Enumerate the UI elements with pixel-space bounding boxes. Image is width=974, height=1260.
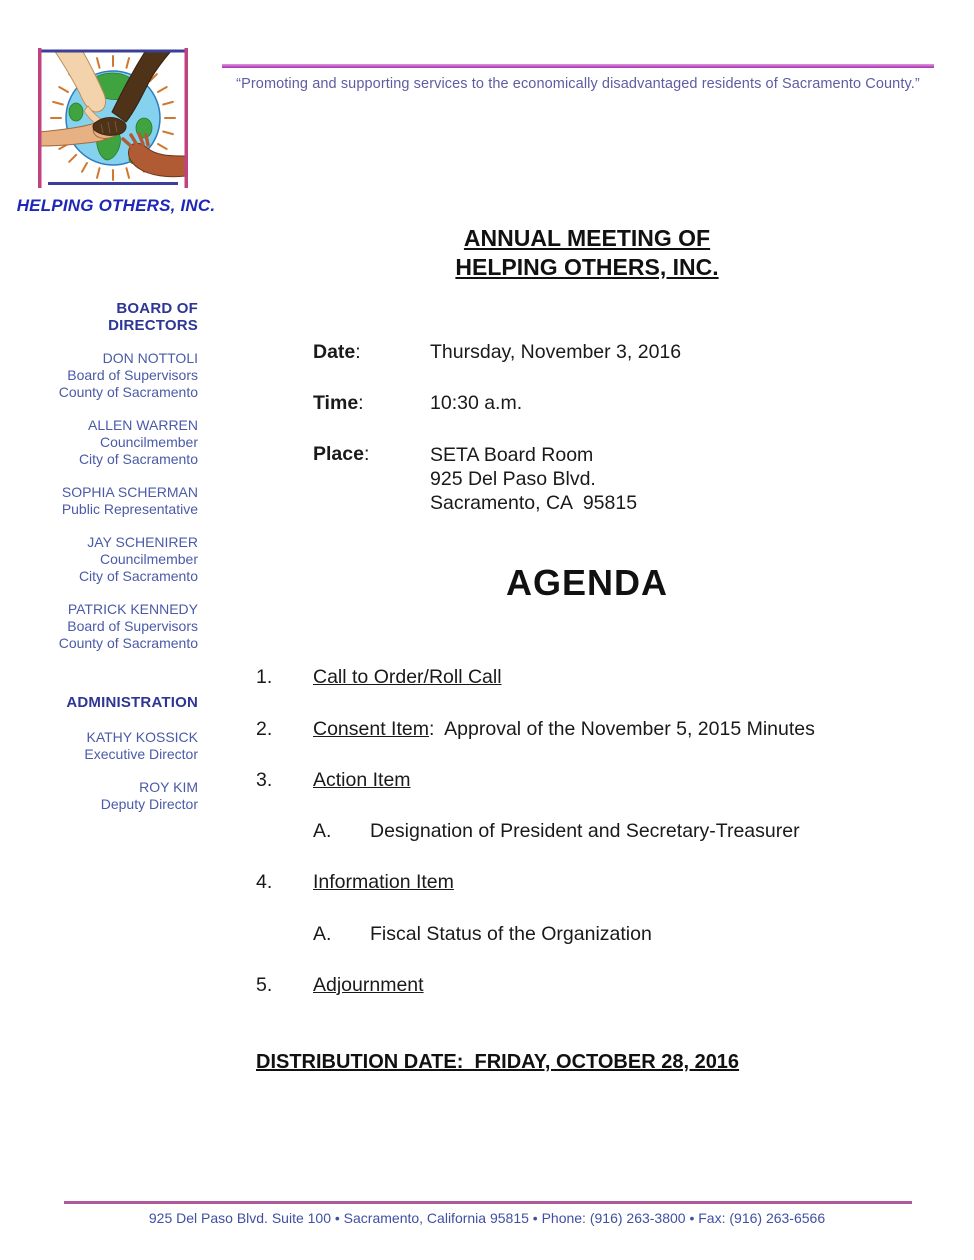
place-line: 925 Del Paso Blvd. [430, 468, 596, 490]
administration-heading: ADMINISTRATION [66, 694, 198, 711]
member-title: County of Sacramento [58, 635, 198, 651]
organization-logo [38, 48, 188, 188]
member-name: DON NOTTOLI [102, 350, 198, 366]
member-title: Board of Supervisors [67, 618, 198, 634]
place-line: Sacramento, CA 95815 [430, 492, 638, 514]
distribution-date: DISTRIBUTION DATE: FRIDAY, OCTOBER 28, 2016 [256, 1051, 740, 1073]
member-title: County of Sacramento [58, 384, 198, 400]
member-title: Public Representative [61, 501, 198, 517]
member-title: City of Sacramento [78, 568, 198, 584]
member-title: City of Sacramento [78, 451, 198, 467]
item-number: 4. [256, 871, 273, 893]
agenda-heading: AGENDA [505, 562, 668, 603]
member-title: Executive Director [84, 746, 198, 762]
date-value: Thursday, November 3, 2016 [430, 341, 682, 363]
agenda-item-4 [256, 871, 454, 894]
meeting-date-row [313, 341, 681, 364]
date-label: Date: [313, 341, 361, 363]
member-name: ALLEN WARREN [88, 417, 198, 433]
footer-contact-info: 925 Del Paso Blvd. Suite 100 • Sacramento, California 95815 • Phone: (916) 263-3800 • Fax: (916) 263-6566 [148, 1210, 826, 1226]
item-text: Call to Order/Roll Call [313, 666, 502, 688]
board-of-directors-section [28, 300, 198, 668]
item-number: 1. [256, 666, 273, 688]
time-label: Time: [313, 392, 364, 414]
member-title: Councilmember [99, 551, 198, 567]
agenda-item-5 [256, 974, 424, 997]
agenda-item-2: 2. Consent Item: Approval of the November 5, 2015 Minutes [256, 718, 815, 740]
agenda-item-1 [256, 666, 502, 689]
member-title: Councilmember [99, 434, 198, 450]
item-text: Information Item [313, 871, 454, 893]
place-label: Place: [313, 443, 370, 465]
member-name: ROY KIM [139, 779, 198, 795]
member-title: Board of Supervisors [67, 367, 198, 383]
admin-member [28, 779, 198, 813]
document-title-line2: HELPING OTHERS, INC. [455, 254, 719, 280]
item-number: 3. [256, 769, 273, 791]
board-member [28, 534, 198, 585]
footer-rule [64, 1201, 912, 1204]
member-name: PATRICK KENNEDY [67, 601, 198, 617]
agenda-item-4a [313, 923, 652, 946]
hands-globe-logo-icon [38, 48, 188, 188]
letterhead-tagline-block [222, 64, 934, 92]
board-heading: BOARD OF DIRECTORS [108, 300, 198, 334]
document-title-line1: ANNUAL MEETING OF [463, 225, 711, 251]
item-text: Fiscal Status of the Organization [370, 923, 652, 945]
administration-section [28, 694, 198, 829]
board-member [28, 601, 198, 652]
item-text: Adjournment [313, 974, 424, 996]
member-name: JAY SCHENIRER [87, 534, 198, 550]
meeting-time-row [313, 392, 522, 415]
agenda-item-3 [256, 769, 411, 792]
item-text: Designation of President and Secretary-Treasurer [370, 820, 800, 842]
board-member [28, 417, 198, 468]
place-value [430, 443, 637, 515]
organization-name: HELPING OTHERS, INC. [16, 196, 216, 215]
item-letter: A. [313, 820, 332, 842]
board-member [28, 350, 198, 401]
item-number: 5. [256, 974, 273, 996]
tagline-text: “Promoting and supporting services to the economically disadvantaged residents of Sacramento County.” [236, 76, 920, 92]
member-name: KATHY KOSSICK [86, 729, 198, 745]
meeting-place-row [313, 443, 637, 515]
member-title: Deputy Director [100, 796, 198, 812]
member-name: SOPHIA SCHERMAN [61, 484, 198, 500]
board-member [28, 484, 198, 518]
place-line: SETA Board Room [430, 444, 594, 466]
item-text: Consent Item [313, 718, 429, 740]
item-letter: A. [313, 923, 332, 945]
agenda-item-3a [313, 820, 800, 843]
time-value: 10:30 a.m. [430, 392, 523, 414]
admin-member [28, 729, 198, 763]
item-number: 2. [256, 718, 273, 740]
document-title [256, 224, 918, 282]
item-text: Action Item [313, 769, 411, 791]
